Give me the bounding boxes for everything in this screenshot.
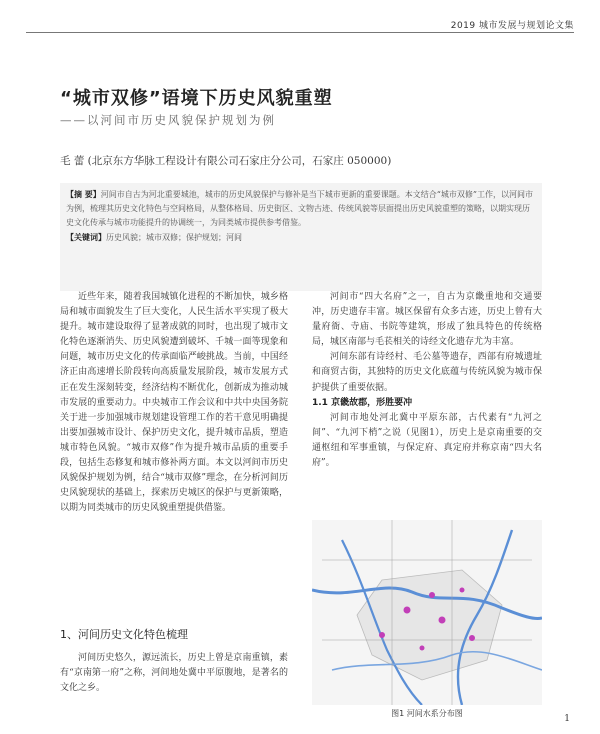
section-paragraph: 河间历史悠久，源远流长，历史上曾是京南重镇，素有“京南第一府”之称，河间地处冀中平原腹地，是著名的文化之乡。 (60, 653, 288, 693)
figure-caption: 图1 河间水系分布图 (391, 709, 463, 718)
section-heading: 1、河间历史文化特色梳理 (60, 628, 188, 641)
right-paragraph-1: 河间市“四大名府”之一，自古为京畿重地和交通要冲，历史遗存丰富。城区保留有众多古迹，历史上曾有大量府衙、寺庙、书院等建筑，形成了独具特色的传统格局，城区南部与毛苌相关的诗经文化遗存尤为丰富。 (312, 292, 542, 348)
paper-subtitle: ——以河间市历史风貌保护规划为例 (60, 113, 276, 127)
poi-marker (404, 607, 411, 614)
poi-marker (439, 617, 446, 624)
poi-marker (469, 635, 475, 641)
poi-marker (420, 646, 425, 651)
header-rule (26, 32, 574, 33)
poi-marker (379, 632, 385, 638)
right-paragraph-2: 河间东部有诗经村、毛公墓等遗存，西部有府城遗址和商贸古街，其独特的历史文化底蕴与传统风貌为城市保护提供了重要依据。 (312, 352, 542, 393)
left-column (60, 290, 288, 516)
abstract-text: 河间市自古为河北重要城池，城市的历史风貌保护与修补是当下城市更新的重要课题。本文结合“城市双修”工作，以河间市为例，梳理其历史文化特色与空间格局，从整体格局、历史街区、文物古迹、传统风貌等层面提出历史风貌重塑的策略，以期实现历史文化传承与城市功能提升的协调统一，为同类城市提供参考借鉴。 (66, 190, 533, 227)
poi-marker (429, 592, 435, 598)
abstract-label: 【摘 要】 (66, 189, 101, 199)
paper-title: “城市双修”语境下历史风貌重塑 (60, 88, 333, 109)
author-line: 毛 蕾 (北京东方华脉工程设计有限公司石家庄分公司，石家庄 050000) (60, 155, 392, 167)
left-bottom-column (60, 651, 288, 696)
abstract-box (60, 183, 542, 291)
intro-paragraph: 近些年来，随着我国城镇化进程的不断加快，城乡格局和城市面貌发生了巨大变化，人民生活水平实现了极大提升。城市建设取得了显著成就的同时，也出现了城市文化特色逐渐消失、历史风貌遭到破坏、千城一面等现象和问题，城市历史文化的传承面临严峻挑战。当前，中国经济正由高速增长阶段转向高质量发展阶段，城市发展方式正在发生深刻转变，经济结构不断优化，创新成为推动城市发展的重要动力。中央城市工作会议和中共中央国务院关于进一步加强城市规划建设管理工作的若干意见明确提出要加强城市设计、保护历史文化，提升城市品质，塑造城市特色风貌。“城市双修”作为提升城市品质的重要手段，包括生态修复和城市修补两方面。本文以河间市历史风貌保护规划为例，结合“城市双修”理念，在分析河间历史风貌现状的基础上，探索历史城区的保护与更新策略，以期为同类城市的历史风貌重塑提供借鉴。 (60, 292, 288, 514)
keywords-text: 历史风貌；城市双修；保护规划；河间 (106, 233, 242, 242)
keywords-label: 【关键词】 (66, 232, 106, 242)
sub-heading: 1.1 京畿故郡，形胜要冲 (312, 397, 413, 408)
running-head: 2019 城市发展与规划论文集 (450, 21, 574, 31)
right-column (312, 290, 542, 471)
water-system-map (312, 520, 542, 705)
right-paragraph-3: 河间市地处河北冀中平原东部，古代素有“九河之间”、“九河下梢”之说（见图1），历史上是京南重要的交通枢纽和军事重镇，与保定府、真定府并称京南“四大名府”。 (312, 412, 542, 469)
page-number: 1 (564, 714, 570, 724)
poi-marker (460, 588, 465, 593)
